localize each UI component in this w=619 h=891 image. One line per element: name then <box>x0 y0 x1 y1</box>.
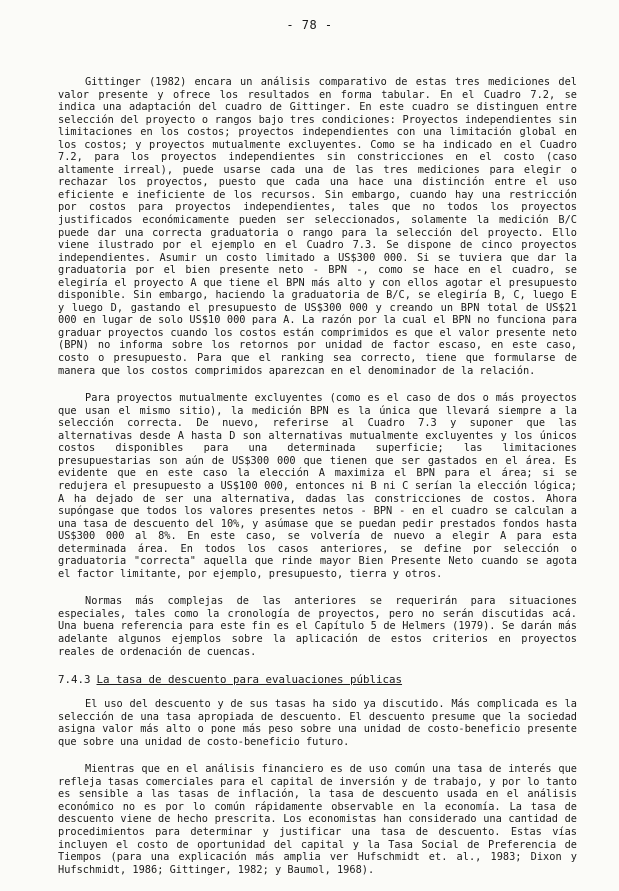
paragraph-complex-norms: Normas más complejas de las anteriores se requerirán para situaciones especiales, tales como la cronología de proyectos, pero no serán discutidas acá. Una buena referencia para este fin es el Capítulo 5 de Helmers (1979). Se darán más adelante algunos ejemplos sobre la aplicación de estos criterios en proyectos reales de ordenación de cuencas. <box>58 595 577 658</box>
page-body <box>58 76 577 891</box>
section-title: La tasa de descuento para evaluaciones públicas <box>96 673 403 687</box>
paragraph-mutually-exclusive: Para proyectos mutualmente excluyentes (como es el caso de dos o más proyectos que usan el mismo sitio), la medición BPN es la única que llevará siempre a la selección correcta. De nuevo, referirse al Cuadro 7.3 y suponer que las alternativas desde A hasta D son alternativas mutualmente excluyentes y los únicos costos disponibles para una determinada superficie; las limitaciones presupuestarias son aún de US$300 000 que tienen que ser gastados en el área. Es evidente que en este caso la elección A maximiza el BPN para el área; si se redujera el presupuesto a US$100 000, entonces ni B ni C serían la elección lógica; A ha dejado de ser una alternativa, dadas las constricciones de costos. Ahora supóngase que todos los valores presentes netos - BPN - en el cuadro se calculan a una tasa de descuento del 10%, y asúmase que se puedan pedir prestados fondos hasta US$300 000 al 8%. En este caso, se volvería de nuevo a elegir A para esta determinada área. En todos los casos anteriores, se define por selección o graduatoria "correcta" aquella que rinde mayor Bien Presente Neto cuando se agota el factor limitante, por ejemplo, presupuesto, tierra y otros. <box>58 392 577 580</box>
section-number: 7.4.3 <box>58 673 91 687</box>
paragraph-discount-rate: Mientras que en el análisis financiero es de uso común una tasa de interés que refleja tasas comerciales para el capital de inversión y de trabajo, y por lo tanto es sensible a las tasas de inflación, la tasa de descuento usada en el análisis económico no es por lo común rápidamente observable en la economía. La tasa de descuento viene de hecho prescrita. Los economistas han considerado una cantidad de procedimientos para determinar y justificar una tasa de descuento. Estas vías incluyen el costo de oportunidad del capital y la Tasa Social de Preferencia de Tiempos (para una explicación más amplia ver Hufschmidt et. al., 1983; Dixon y Hufschmidt, 1986; Gittinger, 1982; y Baumol, 1968). <box>58 763 577 876</box>
paragraph-gittinger-comparison: Gittinger (1982) encara un análisis comparativo de estas tres mediciones del valor presente y ofrece los resultados en forma tabular. En el Cuadro 7.2, se indica una adaptación del cuadro de Gittinger. En este cuadro se distinguen entre selección del proyecto o rangos bajo tres condiciones: Proyectos independientes sin limitaciones en los costos; proyectos independientes con una limitación global en los costos; y proyectos mutualmente excluyentes. Como se ha indicado en el Cuadro 7.2, para los proyectos independientes sin constricciones en el costo (caso altamente irreal), puede usarse cada una de las tres mediciones para elegir o rechazar los proyectos, puesto que cada una hace una distinción entre el uso eficiente e ineficiente de los recursos. Sin embargo, cuando hay una restricción por costos para proyectos independientes, tales que no todos los proyectos justificados económicamente pueden ser seleccionados, solamente la medición B/C puede dar una correcta graduatoria o rango para la selección del proyecto. Ello viene ilustrado por el ejemplo en el Cuadro 7.3. Se dispone de cinco proyectos independientes. Asumir un costo limitado a US$300 000. Si se tuviera que dar la graduatoria por el bien presente neto - BPN -, como se hace en el cuadro, se elegiría el proyecto A que tiene el BPN más alto y con ellos agotar el presupuesto disponible. Sin embargo, haciendo la graduatoria de B/C, se elegiría B, C, luego E y luego D, gastando el presupuesto de US$300 000 y creando un BPN total de US$21 000 en lugar de solo US$10 000 para A. La razón por la cual el BPN no funciona para graduar proyectos cuando los costos están comprimidos es que el valor presente neto (BPN) no informa sobre los retornos por unidad de factor escaso, en este caso, costo o presupuesto. Para que el ranking sea correcto, tiene que formularse de manera que los costos comprimidos aparezcan en el denominador de la relación. <box>58 76 577 377</box>
section-heading <box>58 673 577 686</box>
paragraph-discount-use: El uso del descuento y de sus tasas ha sido ya discutido. Más complicada es la selección de una tasa apropiada de descuento. El descuento presume que la sociedad asigna valor más alto o pone más peso sobre una unidad de costo-beneficio presente que sobre una unidad de costo-beneficio futuro. <box>58 698 577 748</box>
page-number: - 78 - <box>286 18 333 32</box>
